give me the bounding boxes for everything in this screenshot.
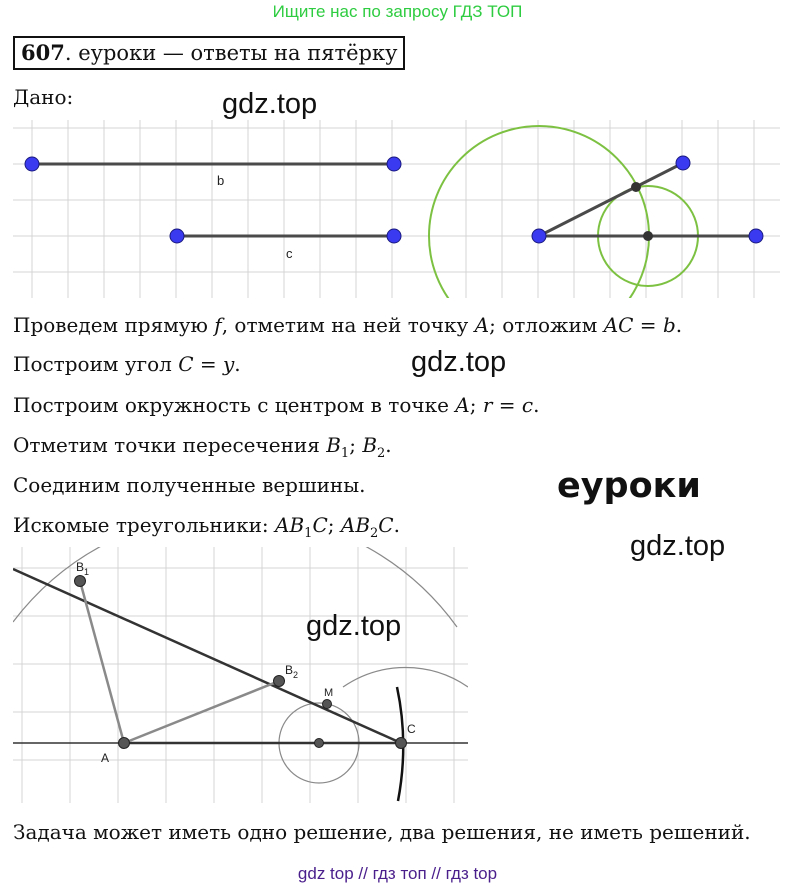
point-c-end [387,229,401,243]
side-ab1 [80,581,124,743]
step-4: Отметим точки пересечения $B_1$; $B_2$. [13,433,392,461]
point-c-start [170,229,184,243]
solution-figure [13,547,468,803]
watermark-gdz-top: gdz.top [411,346,507,378]
step-1: Проведем прямую f, отметим на ней точку A; отложим AC = b. [13,313,683,337]
label-c: C [407,722,416,736]
search-hint-link[interactable]: Ищите нас по запросу ГДЗ ТОП [272,2,523,21]
point-mid [315,739,324,748]
point-b-start [25,157,39,171]
point-a [119,738,130,749]
label-b: b [217,173,225,188]
conclusion-text: Задача может иметь одно решение, два решения, не иметь решений. [13,820,751,844]
task-number: 607 [21,40,65,65]
watermark-gdz-top: gdz.top [630,530,726,562]
step-5: Соединим полученные вершины. [13,473,366,497]
footer-links[interactable]: gdz top // гдз топ // гдз top [297,864,498,883]
grid-lines [13,120,780,298]
construction-point-ray-end [676,156,690,170]
label-b2: $B_2$ [285,663,299,680]
task-title: . еуроки — ответы на пятёрку [64,41,398,65]
watermark-gdz-top: gdz.top [222,88,318,120]
line-through-b1-b2-c [13,569,401,743]
label-a: A [101,751,110,765]
point-c [396,738,407,749]
construction-midpoint [643,231,653,241]
step-6: Искомые треугольники: $AB_1C$; $AB_2C$. [13,513,400,541]
point-b-end [387,157,401,171]
task-header [13,36,405,70]
brand-watermark: еуроки [557,466,701,506]
step-3: Построим окружность с центром в точке A; r = c. [13,393,540,417]
watermark-gdz-top: gdz.top [306,610,402,642]
point-m [323,700,332,709]
label-b1: $B_1$ [76,560,90,577]
step-2: Построим угол C = y. [13,352,241,376]
label-c: c [286,246,293,261]
point-b1 [75,576,86,587]
point-b2 [274,676,285,687]
label-m: M [324,687,334,699]
given-label: Дано: [13,85,74,109]
construction-intersection-point [631,182,641,192]
given-figure [13,120,780,298]
construction-point-end [749,229,763,243]
construction-point-a [532,229,546,243]
